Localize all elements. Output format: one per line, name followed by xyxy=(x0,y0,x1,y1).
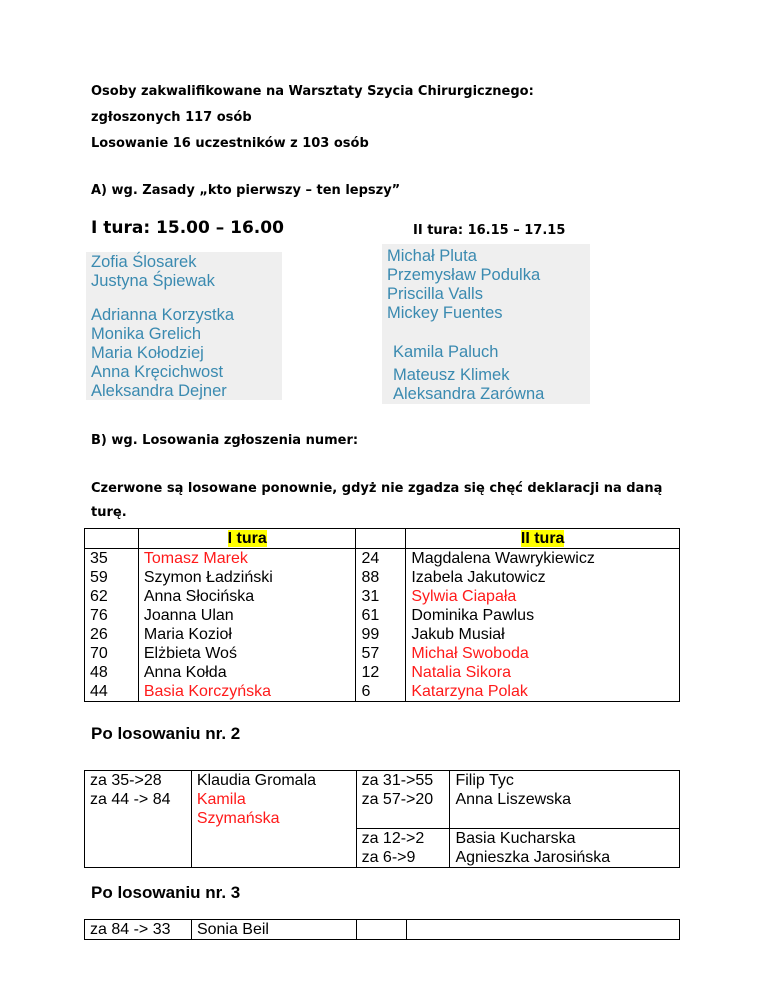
draw1-table xyxy=(84,528,680,702)
tura2-participant: Magdalena Wawrykiewicz xyxy=(411,550,595,567)
tura1-participant: Szymon Ładziński xyxy=(143,569,273,586)
tura2-participant: Katarzyna Polak xyxy=(411,683,528,700)
table-data-cells xyxy=(85,549,680,702)
header-line-2: zgłoszonych 117 osób xyxy=(91,110,252,125)
tura2-column-header: II tura xyxy=(520,530,565,547)
tura1-participant: Basia Korczyńska xyxy=(143,683,272,700)
tura1-column-header: I tura xyxy=(227,530,267,547)
tura2-names xyxy=(411,549,679,701)
tura2-name: Mickey Fuentes xyxy=(387,304,503,322)
draw3-table xyxy=(84,919,680,940)
draw3-cell: za 84 -> 33 xyxy=(85,920,192,940)
tura2-participant: Natalia Sikora xyxy=(411,664,511,681)
header-line-3: Losowanie 16 uczestników z 103 osób xyxy=(91,136,369,151)
tura1-participant: Anna Słocińska xyxy=(143,588,255,605)
tura1-name: Aleksandra Dejner xyxy=(91,382,227,400)
tura1-number: 76 xyxy=(90,607,108,624)
draw2-cell: za 57->20 xyxy=(361,791,434,808)
tura2-participant: Jakub Musiał xyxy=(411,626,505,643)
tura1-number: 48 xyxy=(90,664,108,681)
tura1-heading: I tura: 15.00 – 16.00 xyxy=(91,218,284,238)
draw2-cell: Agnieszka Jarosińska xyxy=(455,848,611,866)
tura2-number: 12 xyxy=(361,664,380,681)
tura1-number: 26 xyxy=(90,626,108,643)
tura2-name: Kamila Paluch xyxy=(393,343,499,361)
tura1-name: Maria Kołodziej xyxy=(91,344,204,362)
draw2-cell: za 44 -> 84 xyxy=(90,791,171,808)
draw2-cell: Filip Tyc xyxy=(455,772,514,789)
tura1-participant: Tomasz Marek xyxy=(143,550,248,567)
draw2-title: Po losowaniu nr. 2 xyxy=(91,724,241,743)
tura2-names-box xyxy=(382,244,590,404)
tura2-participant: Dominika Pawlus xyxy=(411,607,535,624)
tura2-number: 88 xyxy=(361,569,380,586)
draw2-cell-red: Kamila xyxy=(196,791,246,808)
tura1-name: Anna Kręcichwost xyxy=(91,363,224,381)
tura1-participant: Elżbieta Woś xyxy=(143,645,237,662)
tura2-name: Przemysław Podulka xyxy=(387,266,541,284)
section-b-title: B) wg. Losowania zgłoszenia numer: xyxy=(91,433,359,448)
draw2-table xyxy=(84,770,680,868)
tura2-name: Aleksandra Zarówna xyxy=(393,385,545,403)
table-header-row xyxy=(85,529,680,549)
tura1-number: 44 xyxy=(90,683,108,700)
draw2-cell: za 12->2 xyxy=(361,829,425,847)
tura1-name: Justyna Śpiewak xyxy=(91,272,215,290)
section-a-title: A) wg. Zasady „kto pierwszy – ten lepszy” xyxy=(91,183,401,198)
tura1-participant: Maria Kozioł xyxy=(143,626,232,643)
tura1-numbers xyxy=(90,549,138,701)
tura1-name: Monika Grelich xyxy=(91,325,202,343)
section-b-note-line-1: Czerwone są losowane ponownie, gdyż nie zgadza się chęć deklaracji na daną xyxy=(91,481,663,496)
draw2-cell: za 35->28 xyxy=(90,772,162,789)
tura1-names-box xyxy=(86,252,282,400)
tura2-number: 61 xyxy=(361,607,380,624)
tura1-participant: Joanna Ulan xyxy=(143,607,234,624)
table-row xyxy=(85,828,680,867)
tura2-heading: II tura: 16.15 – 17.15 xyxy=(413,223,566,238)
draw3-title: Po losowaniu nr. 3 xyxy=(91,883,241,902)
header-line-1: Osoby zakwalifikowane na Warsztaty Szycia Chirurgicznego: xyxy=(91,84,534,99)
draw2-cell: Basia Kucharska xyxy=(455,829,576,847)
tura1-number: 70 xyxy=(90,645,108,662)
draw2-cell: Klaudia Gromala xyxy=(196,772,317,789)
tura1-participant: Anna Kołda xyxy=(143,664,227,681)
draw2-cell: za 31->55 xyxy=(361,772,434,789)
tura1-names xyxy=(144,549,356,701)
tura2-name: Mateusz Klimek xyxy=(393,366,510,384)
draw2-cell: Anna Liszewska xyxy=(455,791,572,808)
tura2-name: Priscilla Valls xyxy=(387,285,483,303)
tura1-name: Zofia Ślosarek xyxy=(91,253,197,271)
draw3-cell xyxy=(356,920,406,940)
tura2-number: 99 xyxy=(361,626,380,643)
tura1-number: 59 xyxy=(90,569,108,586)
tura1-number: 35 xyxy=(90,550,108,567)
tura2-number: 6 xyxy=(361,683,371,700)
table-row xyxy=(85,771,680,829)
table-row xyxy=(85,920,680,940)
tura2-number: 31 xyxy=(361,588,380,605)
draw2-cell: za 6->9 xyxy=(361,848,416,866)
tura2-participant: Izabela Jakutowicz xyxy=(411,569,546,586)
section-b-note-line-2: turę. xyxy=(91,505,127,520)
tura2-participant: Sylwia Ciapała xyxy=(411,588,517,605)
draw3-cell: Sonia Beil xyxy=(191,920,356,940)
tura2-numbers xyxy=(361,549,405,701)
tura2-number: 24 xyxy=(361,550,380,567)
draw2-cell-red: Szymańska xyxy=(196,810,280,827)
tura2-number: 57 xyxy=(361,645,380,662)
tura1-name: Adrianna Korzystka xyxy=(91,306,235,324)
draw3-cell xyxy=(406,920,679,940)
tura2-participant: Michał Swoboda xyxy=(411,645,529,662)
tura2-name: Michał Pluta xyxy=(387,247,477,265)
tura1-number: 62 xyxy=(90,588,108,605)
